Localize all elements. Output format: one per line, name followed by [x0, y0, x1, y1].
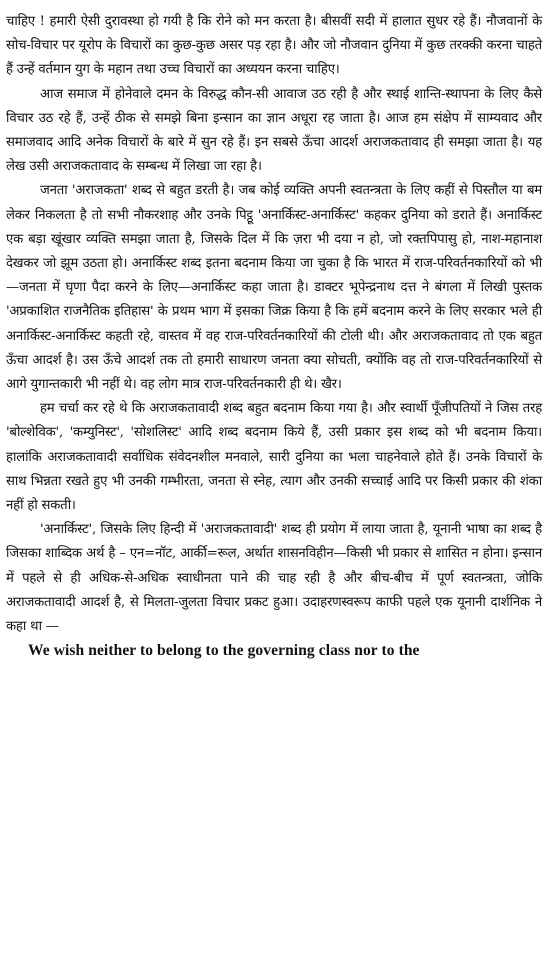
paragraph-1: चाहिए ! हमारी ऐसी दुरावस्था हो गयी है कि रोने को मन करता है। बीसवीं सदी में हालात सुधर रहे हैं। नौजवानों के सोच-विचार पर यूरोप के विचारों का कुछ-कुछ असर पड़ रहा है। और जो नौजवान दुनिया में कुछ तरक्की करना चाहते हैं उन्हें वर्तमान युग के महान तथा उच्च विचारों का अध्ययन करना चाहिए। [6, 14, 542, 78]
paragraph-5: 'अनार्किस्ट', जिसके लिए हिन्दी में 'अराजकतावादी' शब्द ही प्रयोग में लाया जाता है, यूनानी भाषा का शब्द है जिसका शाब्दिक अर्थ है – एन=नॉट, आर्की=रूल, अर्थात शासनविहीन—किसी भी प्रकार से शासित न होना। इन्सान में पहले से ही अधिक-से-अधिक स्वाधीनता पाने की चाह रही है और बीच-बीच में पूर्ण स्वतन्त्रता, जोकि अराजकतावादी आदर्श है, से मिलता-जुलता विचार प्रकट हुआ। उदाहरणस्वरूप काफी पहले एक यूनानी दार्शनिक ने कहा था — [6, 522, 542, 635]
paragraph-3: जनता 'अराजकता' शब्द से बहुत डरती है। जब कोई व्यक्ति अपनी स्वतन्त्रता के लिए कहीं से पिस्तौल या बम लेकर निकलता है तो सभी नौकरशाह और उनके पिट्ठू 'अनार्किस्ट-अनार्किस्ट' कहकर दुनिया को डराते हैं। अनार्किस्ट एक बड़ा खूंखार व्यक्ति समझा जाता है, जिसके दिल में कि ज़रा भी दया न हो, जो रक्तपिपासु हो, नाश-महानाश देखकर जो झूम उठता हो। अनार्किस्ट शब्द इतना बदनाम किया जा चुका है कि भारत में राज-परिवर्तनकारियों को भी—जनता में घृणा पैदा करने के लिए—अनार्किस्ट कहा जाता है। डाक्टर भूपेन्द्रनाथ दत्त ने बंगला में लिखी पुस्तक 'अप्रकाशित राजनैतिक इतिहास' के प्रथम भाग में इसका जिक्र किया है कि हमें बदनाम करने के लिए सरकार भले ही अनार्किस्ट-अनार्किस्ट कहती रहे, वास्तव में वह राज-परिवर्तनकारियों की टोली थी। और अराजकतावाद तो एक बहुत ऊँचा आदर्श है। उस ऊँचे आदर्श तक तो हमारी साधारण जनता क्या सोचती, क्योंकि वह तो राज-परिवर्तनकारियों से आगे युगान्तकारी भी नहीं थे। वह लोग मात्र राज-परिवर्तनकारी ही थे। खैर। [6, 183, 542, 393]
document-body [6, 10, 542, 663]
paragraph-4: हम चर्चा कर रहे थे कि अराजकतावादी शब्द बहुत बदनाम किया गया है। और स्वार्थी पूँजीपतियों ने जिस तरह 'बोल्शेविक', 'कम्युनिस्ट', 'सोशलिस्ट' आदि शब्द बदनाम किये हैं, उसी प्रकार इस शब्द को भी बदनाम किया। हालांकि अराजकतावादी सर्वाधिक संवेदनशील मनवाले, सारी दुनिया का भला चाहनेवाले होते हैं। उनके विचारों के साथ भिन्नता रखते हुए भी उनकी गम्भीरता, जनता से स्नेह, त्याग और उनकी सच्चाई आदि पर किसी प्रकार की शंका नहीं हो सकती। [6, 401, 542, 514]
paragraph-2: आज समाज में होनेवाले दमन के विरुद्ध कौन-सी आवाज उठ रही है और स्थाई शान्ति-स्थापना के लिए कैसे विचार उठ रहे हैं, उन्हें ठीक से समझे बिना इन्सान का ज्ञान अधूरा रह जाता है। आज हम संक्षेप में साम्यवाद और समाजवाद आदि अनेक विचारों के बारे में सुन रहे हैं। इन सबसे ऊँचा आदर्श अराजकतावाद ही समझा जाता है। यह लेख उसी अराजकतावाद के सम्बन्ध में लिखा जा रहा है। [6, 86, 542, 175]
english-quote-line: We wish neither to belong to the governing class nor to the [28, 642, 420, 660]
